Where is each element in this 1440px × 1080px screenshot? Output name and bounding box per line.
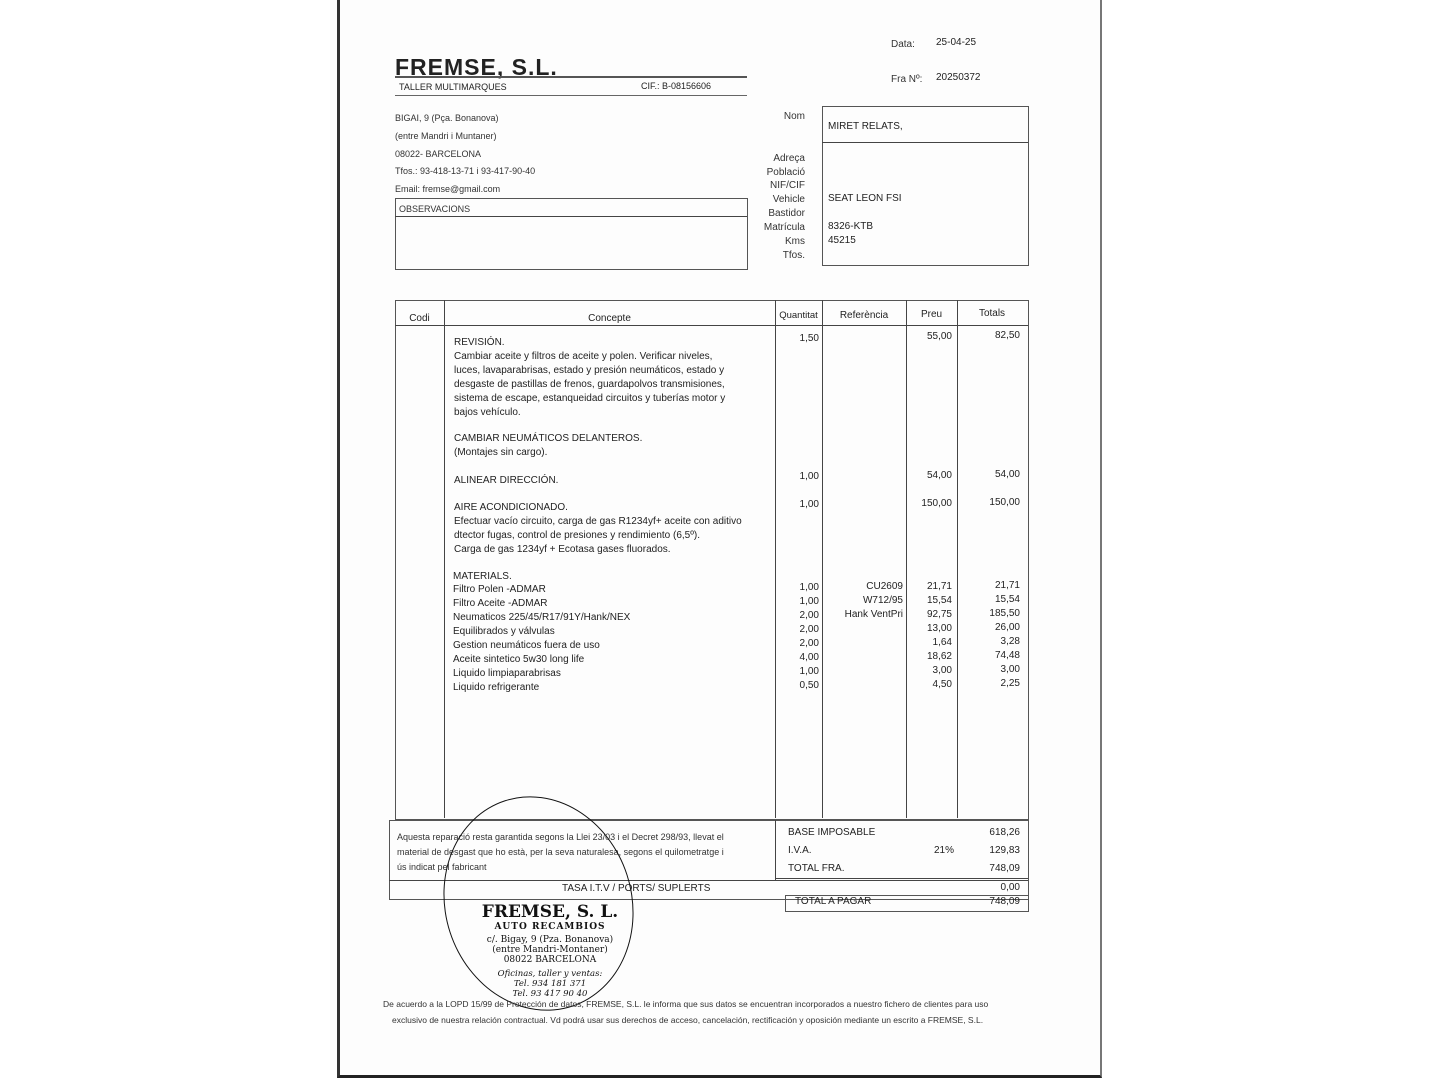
client-label-vehicle: Vehicle [772, 194, 805, 205]
material-row: Filtro Aceite -ADMAR [453, 598, 548, 609]
item-description: AIRE ACONDICIONADO. Efectuar vacío circuito, carga de gas R1234yf+ aceite con aditivo dtector fugas, control de presiones y rendimiento (6,5º). Carga de gas 1234yf + Ecotasa gases fluorados. [454, 502, 742, 555]
col-divider-price [957, 300, 958, 818]
item-description: REVISIÓN. Cambiar aceite y filtros de aceite y polen. Verificar niveles, luces, lavaparabrisas, estado y presión neumáticos, estado y desgaste de pastillas de frenos, guardapolvos transmisiones, sistema de escape, estanqueidad circuitos y tuberías motor y bajos vehículo. [454, 337, 726, 418]
address-phones: Tfos.: 93-418-13-71 i 93-417-90-40 [395, 166, 536, 176]
header-rule [395, 76, 747, 78]
col-header-qty: Quantitat [779, 310, 818, 321]
observations-label: OBSERVACIONS [399, 204, 471, 214]
iva-value: 129,83 [989, 845, 1020, 856]
client-label-address: Adreça [773, 153, 805, 164]
materials-price-column: 21,71 15,54 92,75 13,00 1,64 18,62 3,00 4,50 [926, 581, 952, 690]
pay-label: TOTAL A PAGAR [795, 896, 872, 907]
col-divider-code [444, 300, 445, 818]
material-row: Aceite sintetico 5w30 long life [453, 654, 585, 665]
materials-ref-column: CU2609 W712/95 Hank VentPri [844, 581, 903, 620]
privacy-footer: De acuerdo a la LOPD 15/99 de Protección de datos, FREMSE, S.L. le informa que sus datos se encuentran incorporados a nuestro fichero de clientes para uso exclusivo de nuestra relación contractual. Vd podrá usar sus derechos de acceso, cancelación, rectificación y oposición mediante un escrito a FREMSE, S.L. [383, 999, 989, 1025]
client-kms: 45215 [828, 235, 856, 246]
client-label-kms: Kms [785, 236, 805, 247]
item-qty: 1,00 [799, 471, 819, 482]
client-box-divider [822, 142, 1028, 143]
materials-descriptions [453, 583, 773, 695]
material-row: Liquido limpiaparabrisas [453, 668, 561, 679]
header-rule-bottom [395, 95, 747, 96]
address-line-3: 08022- BARCELONA [395, 149, 482, 159]
materials-title: MATERIALS. [453, 571, 512, 582]
iva-rate: 21% [933, 845, 954, 856]
item-qty: 1,00 [799, 499, 819, 510]
material-row: Liquido refrigerante [453, 682, 540, 693]
guarantee-text: Aquesta reparació resta garantida segons la Llei 23/03 i el Decret 298/93, llevat el material de desgast que ho està, per la seva naturalesa, segons el quilometratge i ús indicat pel fabricant [397, 832, 724, 872]
company-name: FREMSE, S.L. [395, 54, 558, 80]
client-name: MIRET RELATS, [828, 121, 903, 132]
material-row: Gestion neumáticos fuera de uso [453, 640, 600, 651]
total-label: TOTAL FRA. [788, 863, 845, 874]
item-price: 150,00 [921, 498, 952, 509]
date-value: 25-04-25 [936, 37, 977, 48]
base-label: BASE IMPOSABLE [788, 827, 876, 838]
col-header-total: Totals [978, 308, 1006, 319]
base-value: 618,26 [989, 827, 1020, 838]
company-subtitle: TALLER MULTIMARQUES [399, 82, 507, 92]
col-divider-qty [822, 300, 823, 818]
item-price: 55,00 [926, 331, 952, 342]
item-qty: 1,50 [799, 333, 819, 344]
col-header-concept: Concepte [588, 313, 631, 324]
table-header-divider [395, 325, 1028, 326]
summary-total-rule [775, 878, 1028, 879]
iva-label: I.V.A. [788, 845, 812, 856]
client-label-phones: Tfos. [782, 250, 805, 261]
col-header-code: Codi [409, 313, 430, 324]
client-vehicle: SEAT LEON FSI [828, 193, 902, 204]
client-label-name: Nom [783, 111, 805, 122]
material-row: Filtro Polen -ADMAR [453, 584, 546, 595]
material-row: Equilibrados y válvulas [453, 626, 555, 637]
invoice-number-label: Fra Nº: [891, 74, 923, 85]
invoice-number-value: 20250372 [936, 72, 981, 83]
client-label-chassis: Bastidor [768, 208, 805, 219]
tasa-label: TASA I.T.V / PORTS/ SUPLERTS [562, 883, 711, 894]
pay-value: 748,09 [989, 896, 1020, 907]
item-total: 54,00 [994, 469, 1020, 480]
company-cif: CIF.: B-08156606 [641, 81, 712, 91]
client-label-plate: Matrícula [763, 222, 805, 233]
client-label-city: Població [766, 167, 805, 178]
summary-divider [775, 820, 776, 880]
observations-divider [395, 216, 747, 217]
address-line-2: (entre Mandri i Muntaner) [395, 131, 497, 141]
col-divider-concept [775, 300, 776, 818]
item-price: 54,00 [926, 470, 952, 481]
item-total: 82,50 [994, 330, 1020, 341]
material-row: Neumaticos 225/45/R17/91Y/Hank/NEX [453, 612, 631, 623]
materials-total-column: 21,71 15,54 185,50 26,00 3,28 74,48 3,00 2,25 [989, 580, 1020, 689]
tasa-value: 0,00 [1000, 882, 1020, 893]
stamp-text: FREMSE, S. L. AUTO RECAMBIOS c/. Bigay, 9 (Pza. Bonanova) (entre Mandri-Montaner) 08022 BARCELONA Oficinas, taller y ventas: Tel. 934 181 371 Tel. 93 417 90 40 [481, 902, 619, 999]
address-email: Email: fremse@gmail.com [395, 184, 501, 194]
address-line-1: BIGAI, 9 (Pça. Bonanova) [395, 113, 499, 123]
item-total: 150,00 [989, 497, 1020, 508]
col-header-ref: Referència [839, 310, 889, 321]
client-label-nif: NIF/CIF [770, 180, 805, 191]
total-value: 748,09 [989, 863, 1020, 874]
client-plate: 8326-KTB [828, 221, 874, 232]
item-description: ALINEAR DIRECCIÓN. [454, 475, 559, 486]
col-header-price: Preu [920, 309, 943, 320]
materials-qty-column: 1,00 1,00 2,00 2,00 2,00 4,00 1,00 0,50 [799, 582, 819, 691]
col-divider-ref [906, 300, 907, 818]
item-description: CAMBIAR NEUMÁTICOS DELANTEROS. (Montajes sin cargo). [454, 433, 643, 458]
date-label: Data: [891, 39, 915, 50]
